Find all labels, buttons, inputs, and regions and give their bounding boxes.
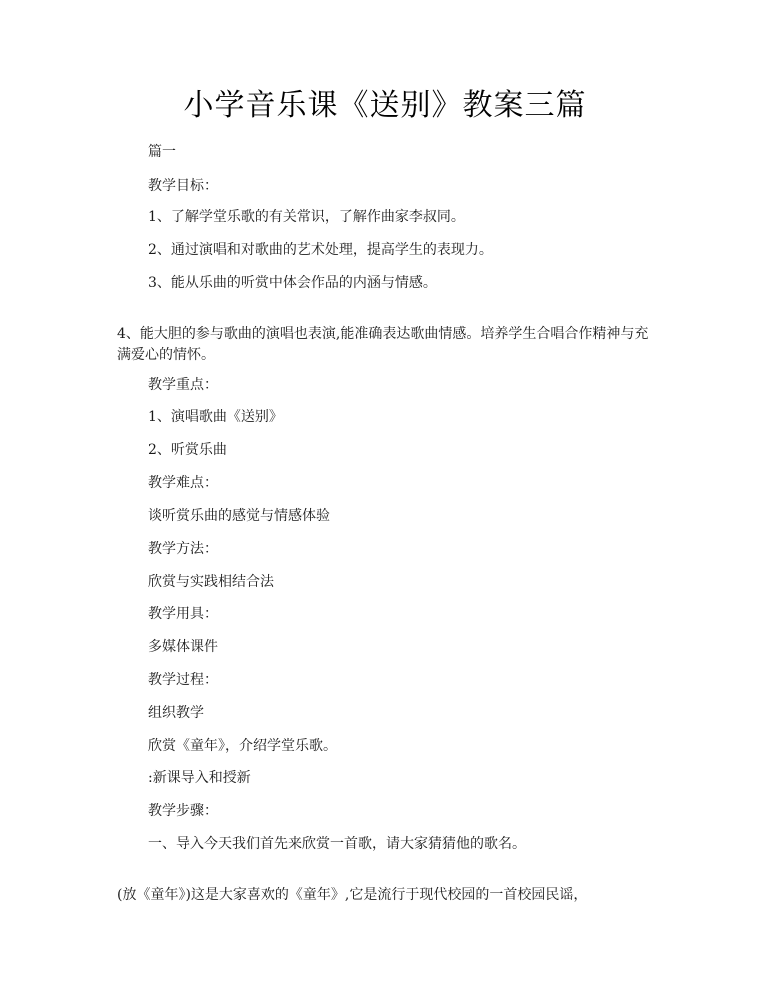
section-heading: 篇一 xyxy=(148,144,176,160)
body-paragraph-start: (放《童年》)这是大家喜欢的《童年》,它是流行于现代校园的一首校园民谣， xyxy=(117,887,588,903)
teaching-goals-heading: 教学目标： xyxy=(148,178,218,194)
key-point-2: 2、听赏乐曲 xyxy=(148,442,227,458)
goal-item-2: 2、通过演唱和对歌曲的艺术处理，提高学生的表现力。 xyxy=(148,242,493,258)
document-title: 小学音乐课《送别》教案三篇 xyxy=(183,88,587,123)
process-heading: 教学过程： xyxy=(148,672,218,688)
process-step-new-lesson: :新课导入和授新 xyxy=(148,770,251,786)
process-step-appreciate: 欣赏《童年》，介绍学堂乐歌。 xyxy=(148,738,337,754)
difficulty-item: 谈听赏乐曲的感觉与情感体验 xyxy=(148,508,330,524)
goal-item-3: 3、能从乐曲的听赏中体会作品的内涵与情感。 xyxy=(148,275,437,291)
steps-heading: 教学步骤： xyxy=(148,803,218,819)
method-item: 欣赏与实践相结合法 xyxy=(148,574,274,590)
process-step-organize: 组织教学 xyxy=(148,705,204,721)
step-one-intro: 一、导入今天我们首先来欣赏一首歌，请大家猜猜他的歌名。 xyxy=(148,836,526,852)
tools-item: 多媒体课件 xyxy=(148,639,218,655)
key-point-1: 1、演唱歌曲《送别》 xyxy=(148,409,283,425)
goal-item-1: 1、了解学堂乐歌的有关常识，了解作曲家李叔同。 xyxy=(148,209,465,225)
key-points-heading: 教学重点： xyxy=(148,377,218,393)
method-heading: 教学方法： xyxy=(148,541,218,557)
difficulties-heading: 教学难点： xyxy=(148,475,218,491)
goal-item-4: 4、能大胆的参与歌曲的演唱也表演,能准确表达歌曲情感。培养学生合唱合作精神与充满爱心的情怀。 xyxy=(117,326,649,363)
tools-heading: 教学用具： xyxy=(148,606,218,622)
